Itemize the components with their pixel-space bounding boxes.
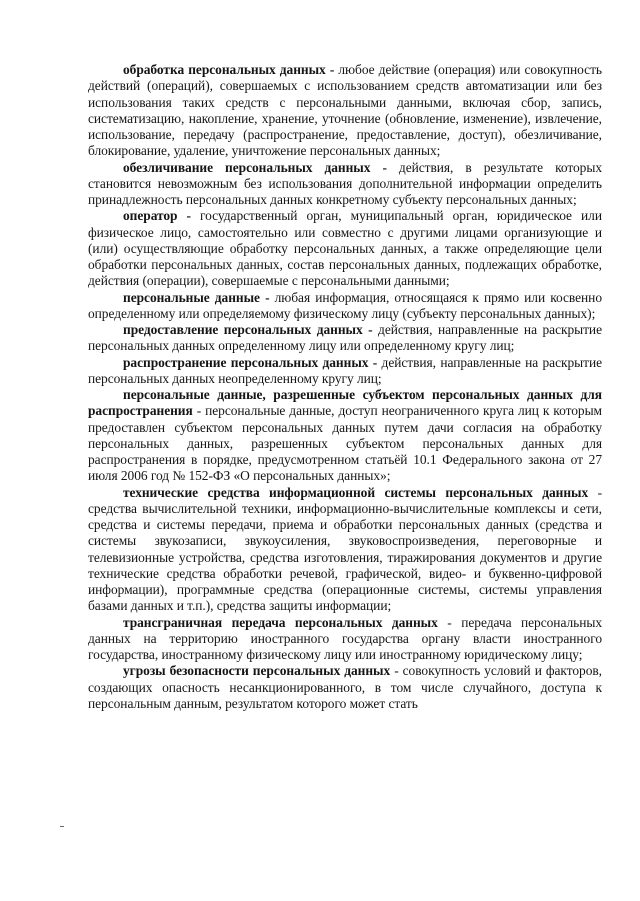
defined-term: обработка персональных данных - [123,62,335,77]
definition-paragraph [88,615,602,664]
definition-text: действия, в результате которых становится невозможным без использования дополнительной информации определить принадлежность персональных данных конкретному субъекту персональных данных; [88,159,602,207]
definition-paragraph [88,62,602,160]
document-body [88,62,602,712]
definition-paragraph [88,485,602,615]
definition-paragraph [88,663,602,712]
defined-term: трансграничная передача персональных данных [123,614,438,630]
definition-text: - совокупность условий и факторов, создающих опасность несанкционированного, в том числе случайного, доступа к персональным данным, результатом которого может стать [88,663,602,711]
definition-text: - персональные данные, доступ неограниченного круга лиц к которым предоставлен субъектом персональных данных путем дачи согласия на обработку персональных данных, разрешенных субъектом персональных данных для распространения в порядке, предусмотренном статьёй 10.1 Федерального закона от 27 июля 2006 год № 152-ФЗ «О персональных данных»; [88,403,602,484]
definition-text: - передача персональных данных на территорию иностранного государства органу власти иностранного государства, иностранному физическому лицу или иностранному юридическому лицу; [88,614,602,662]
definition-paragraph [88,355,602,388]
defined-term: персональные данные - [123,289,270,305]
defined-term: оператор - [123,208,191,224]
defined-term: обезличивание персональных данных - [123,159,387,175]
definition-paragraph [88,322,602,355]
definition-text: государственный орган, муниципальный орган, юридическое или физическое лицо, самостоятельно или совместно с другими лицами организующие и (или) осуществляющие обработку персональных данных, а также определяющие цели обработки персональных данных, состав персональных данных, подлежащих обработке, действия (операции), совершаемые с персональными данными; [88,208,602,289]
definition-text: любое действие (операция) или совокупность действий (операций), совершаемых с использованием средств автоматизации или без использования таких средств с персональными данными, включая сбор, запись, систематизацию, накопление, хранение, уточнение (обновление, изменение), извлечение, использование, передачу (распространение, предоставление, доступ), обезличивание, блокирование, удаление, уничтожение персональных данных; [88,62,602,159]
defined-term: предоставление персональных данных - [123,322,373,337]
definition-paragraph [88,208,602,289]
definition-text: любая информация, относящаяся к прямо или косвенно определенному или определяемому физическому лицу (субъекту персональных данных); [88,289,602,321]
defined-term: персональные данные, разрешенные субъектом персональных данных для распространения [88,387,602,419]
definition-paragraph [88,387,602,485]
definition-paragraph [88,290,602,323]
defined-term: угрозы безопасности персональных данных [123,663,391,679]
definition-text: - средства вычислительной техники, информационно-вычислительные комплексы и сети, средства и системы передачи, приема и обработки персональных данных (средства и системы звукозаписи, звукоусиления, звуковоспроизведения, переговорные и телевизионные устройства, средства изготовления, тиражирования документов и другие технические средства обработки речевой, графической, видео- и буквенно-цифровой информации), программные средства (операционные системы, системы управления базами данных и т.п.), средства защиты информации; [88,484,602,614]
defined-term: распространение персональных данных - [123,354,378,370]
defined-term: технические средства информационной системы персональных данных [123,484,589,500]
scan-mark [60,826,64,827]
definition-text: действия, направленные на раскрытие персональных данных определенному лицу или определенному кругу лиц; [88,322,602,354]
definition-text: действия, направленные на раскрытие персональных данных неопределенному кругу лиц; [88,354,603,386]
definition-paragraph [88,160,602,209]
